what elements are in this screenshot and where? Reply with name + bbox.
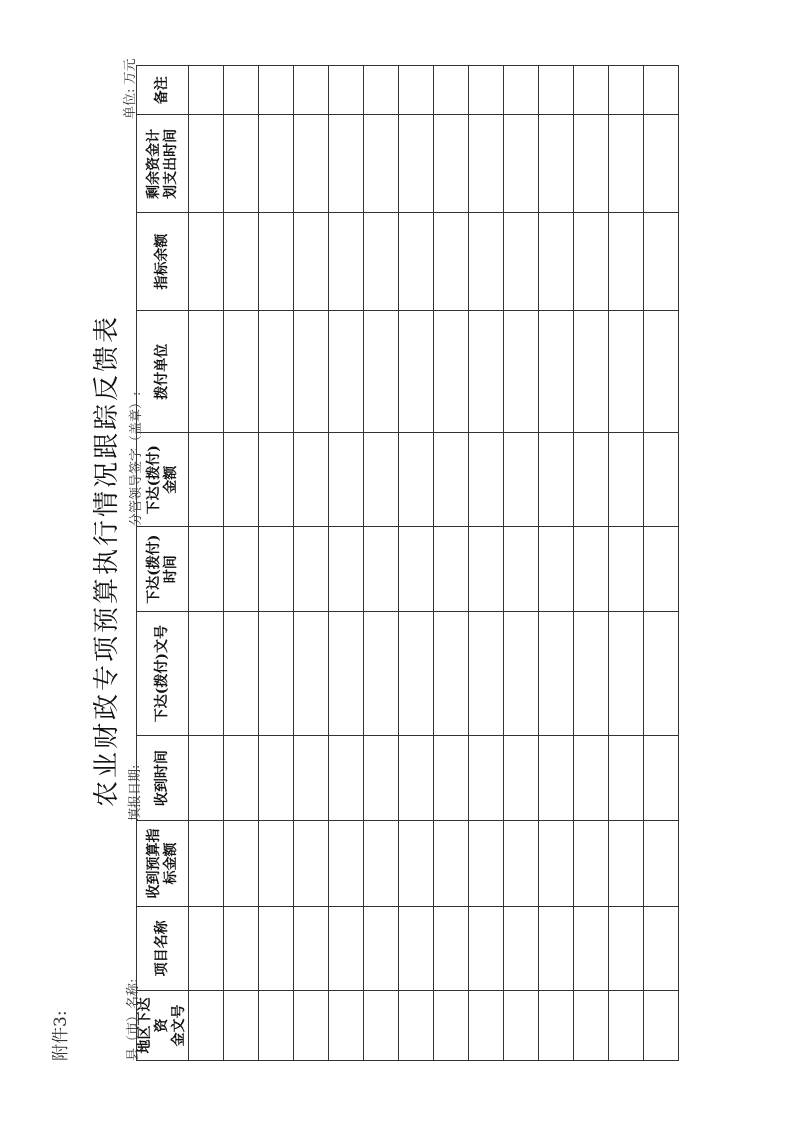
table-cell[interactable] <box>294 66 329 115</box>
table-body <box>189 66 679 1061</box>
table-cell[interactable] <box>504 991 539 1061</box>
table-cell[interactable] <box>294 213 329 311</box>
table-cell[interactable] <box>399 115 434 213</box>
table-cell[interactable] <box>189 527 224 612</box>
table-cell[interactable] <box>329 612 364 735</box>
table-cell[interactable] <box>399 433 434 527</box>
table-cell[interactable] <box>329 991 364 1061</box>
table-cell[interactable] <box>469 821 504 906</box>
table-row <box>294 66 329 1061</box>
column-header <box>137 612 189 735</box>
table-cell[interactable] <box>504 115 539 213</box>
column-header-line1: 拨付单位 <box>154 343 170 400</box>
table-cell[interactable] <box>504 433 539 527</box>
table-cell[interactable] <box>329 735 364 820</box>
table-cell[interactable] <box>329 115 364 213</box>
table-cell[interactable] <box>399 213 434 311</box>
column-header <box>137 527 189 612</box>
table-cell[interactable] <box>189 433 224 527</box>
table-row <box>434 66 469 1061</box>
table-cell[interactable] <box>644 66 679 115</box>
table-cell[interactable] <box>259 213 294 311</box>
table-cell[interactable] <box>504 821 539 906</box>
table-cell[interactable] <box>224 612 259 735</box>
table-cell[interactable] <box>329 906 364 990</box>
table-cell[interactable] <box>644 735 679 820</box>
table-cell[interactable] <box>329 433 364 527</box>
table-cell[interactable] <box>574 991 609 1061</box>
table-cell[interactable] <box>504 310 539 432</box>
column-header-line1: 剩余资金计 <box>145 128 162 199</box>
table-cell[interactable] <box>224 433 259 527</box>
table-cell[interactable] <box>469 310 504 432</box>
table-cell[interactable] <box>434 612 469 735</box>
table-cell[interactable] <box>224 735 259 820</box>
table-header-row <box>137 66 189 1061</box>
table-cell[interactable] <box>469 612 504 735</box>
table-cell[interactable] <box>469 735 504 820</box>
column-header-line2: 时间 <box>162 555 179 584</box>
table-cell[interactable] <box>609 115 644 213</box>
table-cell[interactable] <box>609 821 644 906</box>
table-cell[interactable] <box>539 612 574 735</box>
table-cell[interactable] <box>189 66 224 115</box>
table-cell[interactable] <box>644 906 679 990</box>
table-row <box>364 66 399 1061</box>
table-cell[interactable] <box>364 115 399 213</box>
table-cell[interactable] <box>504 213 539 311</box>
table-cell[interactable] <box>609 213 644 311</box>
table-cell[interactable] <box>329 66 364 115</box>
column-header-line2: 划支出时间 <box>162 128 179 199</box>
table-cell[interactable] <box>189 735 224 820</box>
column-header-line2: 标金额 <box>162 842 179 885</box>
table-cell[interactable] <box>364 821 399 906</box>
table-cell[interactable] <box>364 906 399 990</box>
table-cell[interactable] <box>504 612 539 735</box>
table-cell[interactable] <box>609 310 644 432</box>
table-cell[interactable] <box>574 906 609 990</box>
table-cell[interactable] <box>574 433 609 527</box>
table-cell[interactable] <box>259 906 294 990</box>
table-cell[interactable] <box>469 433 504 527</box>
table-cell[interactable] <box>434 310 469 432</box>
table-cell[interactable] <box>539 433 574 527</box>
table-cell[interactable] <box>539 310 574 432</box>
column-header <box>137 991 189 1061</box>
table-cell[interactable] <box>469 66 504 115</box>
table-cell[interactable] <box>259 735 294 820</box>
table-cell[interactable] <box>364 991 399 1061</box>
table-cell[interactable] <box>644 310 679 432</box>
table-cell[interactable] <box>259 821 294 906</box>
table-cell[interactable] <box>434 906 469 990</box>
table-cell[interactable] <box>574 527 609 612</box>
table-cell[interactable] <box>504 527 539 612</box>
table-cell[interactable] <box>644 527 679 612</box>
tracking-table <box>136 65 679 1061</box>
table-cell[interactable] <box>644 821 679 906</box>
table-cell[interactable] <box>574 612 609 735</box>
table-row <box>224 66 259 1061</box>
table-cell[interactable] <box>609 433 644 527</box>
table-cell[interactable] <box>189 310 224 432</box>
table-row <box>399 66 434 1061</box>
table-cell[interactable] <box>294 433 329 527</box>
table-cell[interactable] <box>364 612 399 735</box>
table-cell[interactable] <box>364 433 399 527</box>
table-cell[interactable] <box>574 66 609 115</box>
table-cell[interactable] <box>294 527 329 612</box>
table-cell[interactable] <box>434 433 469 527</box>
table-cell[interactable] <box>399 821 434 906</box>
table-cell[interactable] <box>574 735 609 820</box>
table-cell[interactable] <box>434 991 469 1061</box>
table-cell[interactable] <box>259 115 294 213</box>
table-row <box>609 66 644 1061</box>
table-row <box>644 66 679 1061</box>
table-cell[interactable] <box>469 213 504 311</box>
table-cell[interactable] <box>609 612 644 735</box>
table-cell[interactable] <box>609 991 644 1061</box>
table-cell[interactable] <box>364 66 399 115</box>
table-cell[interactable] <box>364 310 399 432</box>
table-cell[interactable] <box>609 527 644 612</box>
table-cell[interactable] <box>399 991 434 1061</box>
column-header-line2: 金文号 <box>171 1004 187 1047</box>
county-name-label: 县（市）名称: <box>126 978 141 1061</box>
table-cell[interactable] <box>364 213 399 311</box>
column-header-line1: 下达(拨付)文号 <box>154 625 170 723</box>
table-cell[interactable] <box>539 66 574 115</box>
table-cell[interactable] <box>434 527 469 612</box>
table-cell[interactable] <box>644 991 679 1061</box>
table-cell[interactable] <box>259 991 294 1061</box>
column-header <box>137 213 189 311</box>
table-cell[interactable] <box>364 527 399 612</box>
table-cell[interactable] <box>399 612 434 735</box>
table-cell[interactable] <box>574 115 609 213</box>
table-cell[interactable] <box>609 735 644 820</box>
column-header-line2: 金额 <box>162 465 179 494</box>
table-cell[interactable] <box>294 821 329 906</box>
table-row <box>504 66 539 1061</box>
table-cell[interactable] <box>224 906 259 990</box>
table-cell[interactable] <box>329 821 364 906</box>
table-cell[interactable] <box>434 821 469 906</box>
table-cell[interactable] <box>224 527 259 612</box>
table-cell[interactable] <box>399 310 434 432</box>
table-cell[interactable] <box>259 612 294 735</box>
table-cell[interactable] <box>539 991 574 1061</box>
column-header-line1: 下达(拨付) <box>145 534 162 604</box>
table-cell[interactable] <box>224 991 259 1061</box>
table-cell[interactable] <box>329 310 364 432</box>
annex-label: 附件3: <box>51 1010 71 1061</box>
table-cell[interactable] <box>644 115 679 213</box>
column-header <box>137 735 189 820</box>
table-cell[interactable] <box>259 527 294 612</box>
table-cell[interactable] <box>469 527 504 612</box>
table-row <box>539 66 574 1061</box>
table-cell[interactable] <box>399 66 434 115</box>
table-cell[interactable] <box>644 433 679 527</box>
column-header <box>137 66 189 115</box>
fill-date-label: 填报日期: <box>128 764 143 821</box>
column-header-line1: 收到时间 <box>154 750 170 807</box>
unit-label: 单位: 万元 <box>123 58 138 119</box>
table-cell[interactable] <box>224 213 259 311</box>
table-cell[interactable] <box>434 735 469 820</box>
table-cell[interactable] <box>329 527 364 612</box>
table-cell[interactable] <box>329 213 364 311</box>
table-cell[interactable] <box>609 906 644 990</box>
table-cell[interactable] <box>224 115 259 213</box>
table-row <box>189 66 224 1061</box>
table-cell[interactable] <box>644 612 679 735</box>
table-cell[interactable] <box>539 115 574 213</box>
column-header-line1: 项目名称 <box>154 920 170 977</box>
table-cell[interactable] <box>504 66 539 115</box>
table-cell[interactable] <box>294 115 329 213</box>
column-header <box>137 433 189 527</box>
table-cell[interactable] <box>399 527 434 612</box>
table-cell[interactable] <box>259 66 294 115</box>
table-cell[interactable] <box>294 612 329 735</box>
table-cell[interactable] <box>224 310 259 432</box>
table-cell[interactable] <box>539 735 574 820</box>
table-cell[interactable] <box>189 821 224 906</box>
table-cell[interactable] <box>224 821 259 906</box>
table-cell[interactable] <box>294 991 329 1061</box>
table-cell[interactable] <box>574 213 609 311</box>
table-cell[interactable] <box>189 612 224 735</box>
column-header-line1: 收到预算指 <box>145 828 162 899</box>
table-cell[interactable] <box>189 115 224 213</box>
table-cell[interactable] <box>504 906 539 990</box>
column-header-line1: 指标余额 <box>154 233 170 290</box>
table-cell[interactable] <box>469 115 504 213</box>
table-cell[interactable] <box>189 906 224 990</box>
table-cell[interactable] <box>574 821 609 906</box>
table-cell[interactable] <box>189 213 224 311</box>
column-header-line1: 地区下达资 <box>137 997 170 1054</box>
table-cell[interactable] <box>539 527 574 612</box>
table-cell[interactable] <box>539 213 574 311</box>
table-cell[interactable] <box>259 433 294 527</box>
table-cell[interactable] <box>539 821 574 906</box>
table-row <box>259 66 294 1061</box>
column-header <box>137 906 189 990</box>
table-cell[interactable] <box>434 213 469 311</box>
table-cell[interactable] <box>399 906 434 990</box>
table-cell[interactable] <box>434 66 469 115</box>
leader-signature-label: 分管领导签字（盖章）: <box>129 391 144 526</box>
table-row <box>329 66 364 1061</box>
table-cell[interactable] <box>609 66 644 115</box>
column-header-line1: 备注 <box>154 76 170 105</box>
column-header <box>137 821 189 906</box>
form-title: 农业财政专项预算执行情况跟踪反馈表 <box>92 314 122 808</box>
table-row <box>574 66 609 1061</box>
column-header <box>137 115 189 213</box>
table-cell[interactable] <box>644 213 679 311</box>
table-cell[interactable] <box>504 735 539 820</box>
table-cell[interactable] <box>259 310 294 432</box>
table-cell[interactable] <box>294 735 329 820</box>
table-cell[interactable] <box>364 735 399 820</box>
table-cell[interactable] <box>294 906 329 990</box>
table-cell[interactable] <box>469 991 504 1061</box>
table-cell[interactable] <box>294 310 329 432</box>
table-row <box>469 66 504 1061</box>
column-header <box>137 310 189 432</box>
table-cell[interactable] <box>574 310 609 432</box>
table-cell[interactable] <box>434 115 469 213</box>
table-cell[interactable] <box>399 735 434 820</box>
table-cell[interactable] <box>539 906 574 990</box>
table-cell[interactable] <box>469 906 504 990</box>
table-cell[interactable] <box>224 66 259 115</box>
column-header-line1: 下达(拨付) <box>145 445 162 515</box>
table-cell[interactable] <box>189 991 224 1061</box>
